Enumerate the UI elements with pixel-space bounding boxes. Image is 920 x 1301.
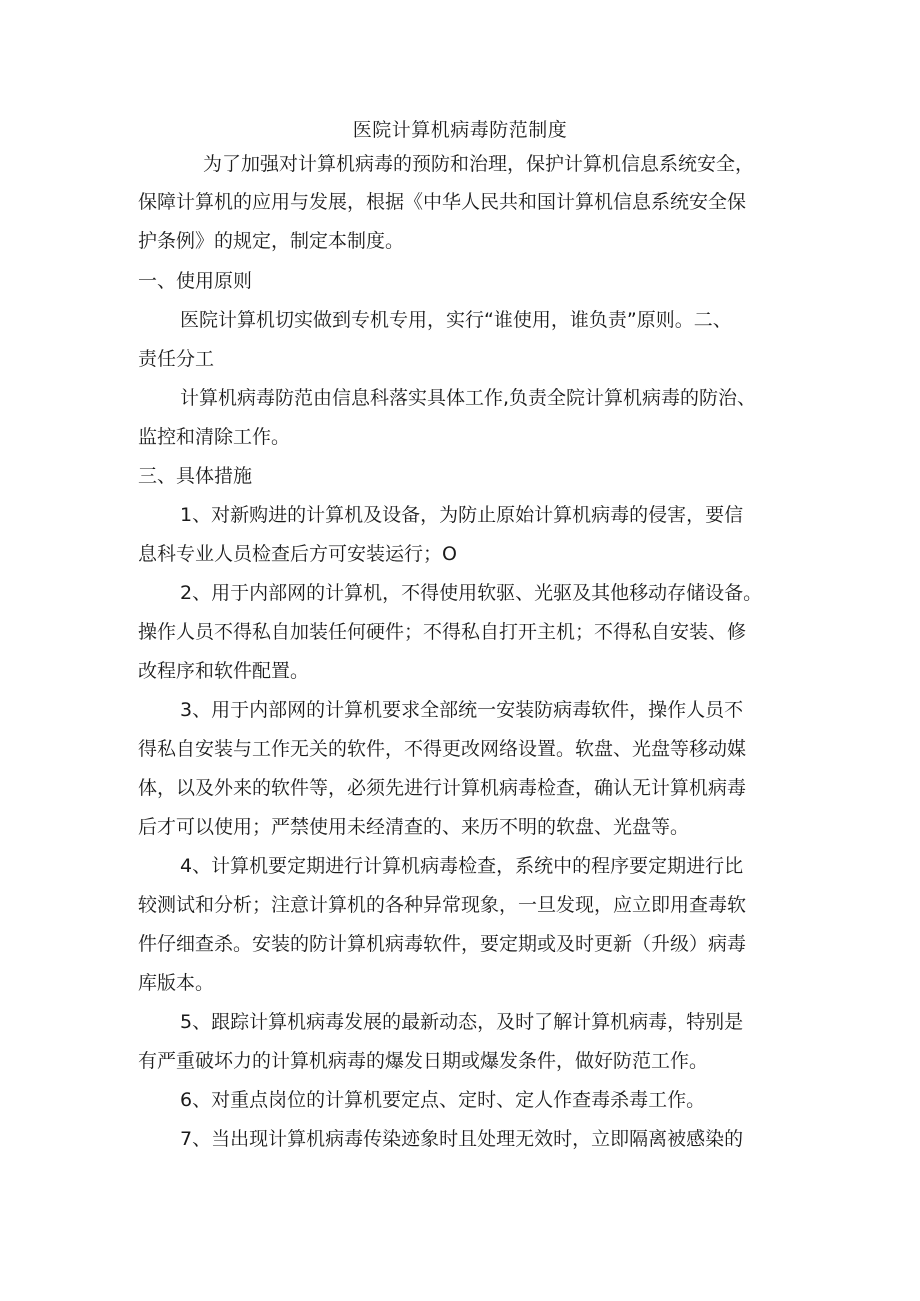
usage-line-1: 医院计算机切实做到专机专用，实行“谁使用，谁负责”原则。二、 — [180, 309, 732, 331]
measure-4-line-4: 库版本。 — [138, 972, 215, 994]
document-title: 医院计算机病毒防范制度 — [352, 119, 568, 141]
intro-line-2: 保障计算机的应用与发展，根据《中华人民共和国计算机信息系统安全保 — [138, 191, 747, 213]
intro-line-3: 护条例》的规定，制定本制度。 — [138, 230, 405, 252]
section-heading-usage: 一、使用原则 — [138, 270, 253, 292]
measure-6-line-1: 6、对重点岗位的计算机要定点、定时、定人作查毒杀毒工作。 — [180, 1089, 706, 1111]
measure-4-line-1: 4、计算机要定期进行计算机病毒检查，系统中的程序要定期进行比 — [180, 855, 744, 877]
measure-7-line-1: 7、当出现计算机病毒传染迹象时且处理无效时，立即隔离被感染的 — [180, 1128, 744, 1150]
measure-4-line-2: 较测试和分析；注意计算机的各种异常现象，一旦发现，应立即用查毒软 — [138, 894, 747, 916]
section-heading-measures: 三、具体措施 — [138, 465, 253, 487]
measure-1-line-2: 息科专业人员检查后方可安装运行；O — [138, 543, 457, 565]
measure-3-line-2: 得私自安装与工作无关的软件，不得更改网络设置。软盘、光盘等移动媒 — [138, 738, 747, 760]
measure-2-line-3: 改程序和软件配置。 — [138, 660, 310, 682]
responsibility-line-2: 监控和清除工作。 — [138, 426, 291, 448]
measure-2-line-2: 操作人员不得私自加装任何硬件；不得私自打开主机；不得私自安装、修 — [138, 621, 747, 643]
measure-1-line-1: 1、对新购进的计算机及设备，为防止原始计算机病毒的侵害，要信 — [180, 504, 744, 526]
measure-3-line-3: 体，以及外来的软件等，必须先进行计算机病毒检查，确认无计算机病毒 — [138, 777, 747, 799]
measure-3-line-4: 后才可以使用；严禁使用未经清查的、来历不明的软盘、光盘等。 — [138, 816, 690, 838]
measure-2-line-1: 2、用于内部网的计算机，不得使用软驱、光驱及其他移动存储设备。 — [180, 582, 763, 604]
measure-5-line-1: 5、跟踪计算机病毒发展的最新动态，及时了解计算机病毒，特别是 — [180, 1011, 744, 1033]
measure-3-line-1: 3、用于内部网的计算机要求全部统一安装防病毒软件，操作人员不 — [180, 699, 744, 721]
usage-line-2: 责任分工 — [138, 348, 215, 370]
intro-line-1: 为了加强对计算机病毒的预防和治理，保护计算机信息系统安全， — [203, 153, 755, 175]
measure-4-line-3: 件仔细查杀。安装的防计算机病毒软件，要定期或及时更新（升级）病毒 — [138, 933, 747, 955]
measure-5-line-2: 有严重破坏力的计算机病毒的爆发日期或爆发条件，做好防范工作。 — [138, 1050, 709, 1072]
responsibility-line-1: 计算机病毒防范由信息科落实具体工作,负责全院计算机病毒的防治、 — [180, 387, 757, 409]
